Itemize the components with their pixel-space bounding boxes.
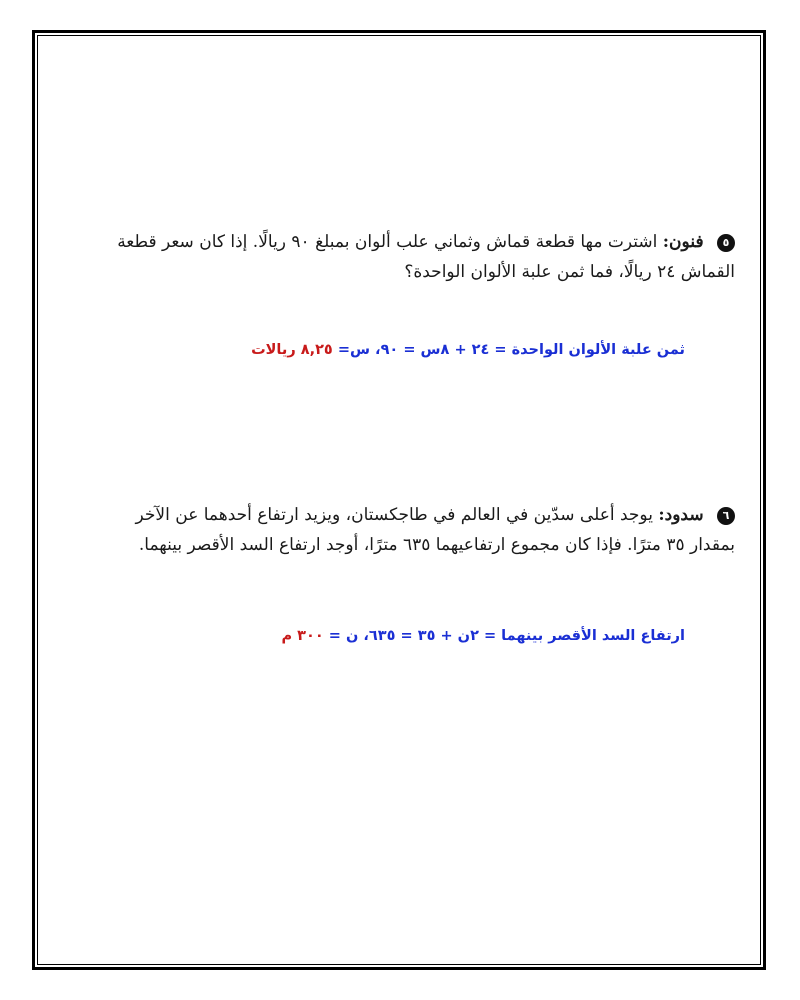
problem-number-badge: ٦ [717, 507, 735, 525]
answer-equation: ارتفاع السد الأقصر بينهما = ٢ن + ٣٥ = ٦٣٥، ن = [328, 628, 685, 644]
answer-result: ٣٠٠ م [281, 628, 324, 644]
answer-5 [251, 339, 685, 361]
problem-text: يوجد أعلى سدّين في العالم في طاجكستان، ويزيد ارتفاع أحدهما عن الآخر بمقدار ٣٥ مترًا. فإذا كان مجموع ارتفاعيهما ٦٣٥ مترًا، أوجد ارتفاع السد الأقصر بينهما. [135, 505, 735, 555]
answer-result: ٨,٢٥ ريالات [251, 342, 333, 358]
answer-6 [281, 625, 685, 647]
problem-topic: فنون: [662, 232, 704, 252]
problem-6 [100, 500, 735, 560]
problem-topic: سدود: [658, 505, 704, 525]
problem-5 [100, 227, 735, 287]
problem-number-badge: ٥ [717, 234, 735, 252]
answer-equation: ثمن علبة الألوان الواحدة = ٢٤ + ٨س = ٩٠، س= [337, 342, 685, 358]
problem-text: اشترت مها قطعة قماش وثماني علب ألوان بمبلغ ٩٠ ريالًا. إذا كان سعر قطعة القماش ٢٤ ريالًا، فما ثمن علبة الألوان الواحدة؟ [117, 232, 735, 282]
